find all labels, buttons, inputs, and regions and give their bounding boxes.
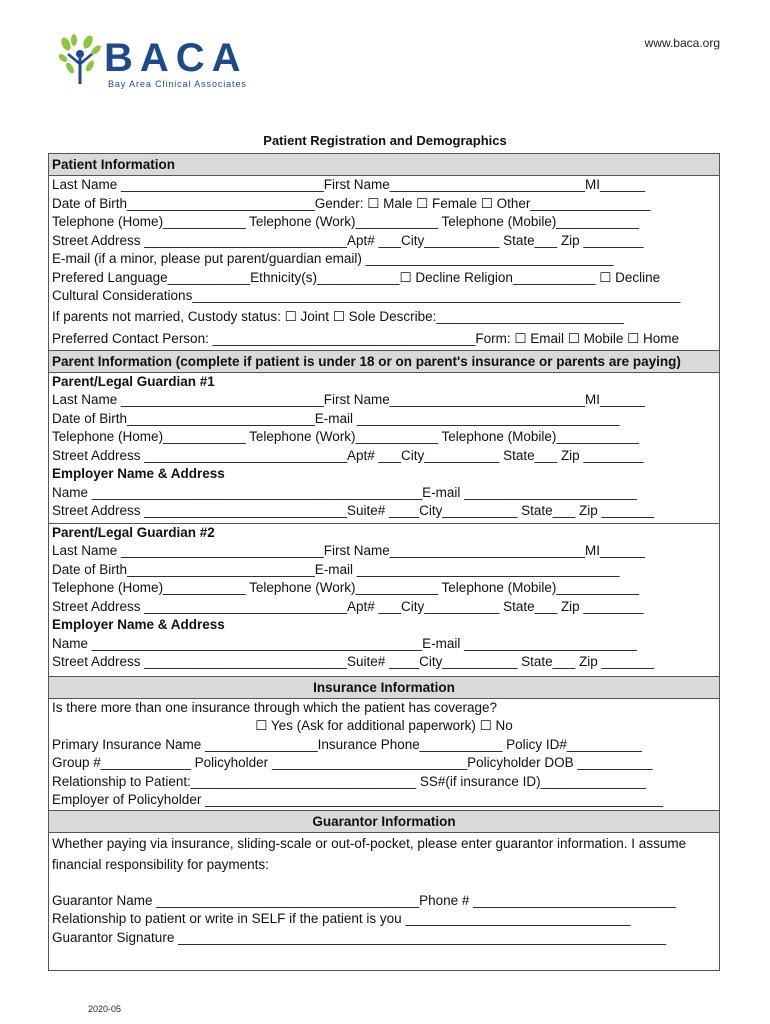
insurance-question: Is there more than one insurance through which the patient has coverage? xyxy=(52,699,498,715)
patient-info-heading: Patient Information xyxy=(49,154,719,176)
guardian1-employer-line[interactable]: Street Address ___________________________Suite# ____City__________ State___ Zip _______ xyxy=(52,503,655,518)
guardian1-line[interactable]: Date of Birth_________________________E-mail ___________________________________ xyxy=(52,410,620,426)
guardian2-employer-line[interactable]: Street Address ___________________________Suite# ____City__________ State___ Zip _______ xyxy=(52,654,655,669)
guarantor-line[interactable]: Relationship to patient or write in SELF if the patient is you ______________________________ xyxy=(52,911,631,926)
guardian2-line[interactable]: Telephone (Home)___________ Telephone (Work)___________ Telephone (Mobile)___________ xyxy=(52,580,639,595)
form-version-code: 2020-05 xyxy=(88,1004,122,1014)
document-title: Patient Registration and Demographics xyxy=(263,133,507,148)
insurance-line[interactable]: Relationship to Patient:______________________________ SS#(if insurance ID)______________ xyxy=(52,773,646,789)
registration-form xyxy=(48,153,720,971)
guardian2-line[interactable]: Last Name ___________________________First Name__________________________MI______ xyxy=(52,543,646,558)
insurance-options[interactable]: ☐ Yes (Ask for additional paperwork) ☐ No xyxy=(255,718,513,733)
guardian2-employer-heading: Employer Name & Address xyxy=(52,617,225,632)
insurance-info-heading: Insurance Information xyxy=(49,676,719,699)
guardian2-heading: Parent/Legal Guardian #2 xyxy=(52,524,215,540)
guardian1-line[interactable]: Street Address ___________________________Apt# ___City__________ State___ Zip ________ xyxy=(52,447,644,463)
guardian2-line[interactable]: Street Address ___________________________Apt# ___City__________ State___ Zip ________ xyxy=(52,598,644,614)
patient-line[interactable]: Last Name ___________________________First Name__________________________MI______ xyxy=(52,177,646,192)
insurance-line[interactable]: Employer of Policyholder _____________________________________________________________ xyxy=(52,792,664,807)
parent-info-heading: Parent Information (complete if patient is under 18 or on parent's insurance or parents are paying) xyxy=(49,350,719,373)
patient-line[interactable]: Telephone (Home)___________ Telephone (Work)___________ Telephone (Mobile)___________ xyxy=(52,214,639,229)
logo-subtitle: Bay Area Clinical Associates xyxy=(108,79,247,89)
guarantor-info-heading: Guarantor Information xyxy=(49,810,719,833)
patient-line[interactable]: E-mail (if a minor, please put parent/guardian email) _________________________________ xyxy=(52,251,614,266)
patient-line[interactable]: Date of Birth_________________________Gender: ☐ Male ☐ Female ☐ Other________________ xyxy=(52,195,651,211)
guardian2-line[interactable]: Date of Birth_________________________E-mail ___________________________________ xyxy=(52,561,620,577)
insurance-line[interactable]: Primary Insurance Name _______________Insurance Phone___________ Policy ID#__________ xyxy=(52,736,642,752)
guardian1-heading: Parent/Legal Guardian #1 xyxy=(52,373,215,389)
baca-logo xyxy=(58,34,278,94)
custody-status-line[interactable]: If parents not married, Custody status: ☐ Joint ☐ Sole Describe:_________________________ xyxy=(52,308,625,324)
guardian1-line[interactable]: Last Name ___________________________First Name__________________________MI______ xyxy=(52,392,646,407)
guardian1-employer-line[interactable]: Name ____________________________________________E-mail _______________________ xyxy=(52,484,637,500)
guardian2-employer-line[interactable]: Name ____________________________________________E-mail _______________________ xyxy=(52,635,637,651)
guardian1-employer-heading: Employer Name & Address xyxy=(52,466,225,481)
website-url: www.baca.org xyxy=(644,36,720,50)
insurance-line[interactable]: Group #____________ Policyholder __________________________Policyholder DOB __________ xyxy=(52,755,653,770)
patient-line[interactable]: Prefered Language___________Ethnicity(s)___________☐ Decline Religion___________ ☐ Decline xyxy=(52,269,661,285)
guarantor-intro: Whether paying via insurance, sliding-scale or out-of-pocket, please enter guarantor information. I assume financial responsibility for payments: xyxy=(52,835,687,872)
page-header xyxy=(0,0,770,130)
tree-figure-icon xyxy=(58,34,104,86)
guarantor-line[interactable]: Guarantor Name ___________________________________Phone # ___________________________ xyxy=(52,892,676,908)
patient-line[interactable]: Street Address ___________________________Apt# ___City__________ State___ Zip ________ xyxy=(52,232,644,248)
logo-wordmark: BACA xyxy=(104,36,248,80)
patient-line[interactable]: Cultural Considerations_________________________________________________________________ xyxy=(52,288,681,303)
guarantor-signature-line[interactable]: Guarantor Signature _________________________________________________________________ xyxy=(52,929,667,945)
preferred-contact-line[interactable]: Preferred Contact Person: ___________________________________Form: ☐ Email ☐ Mobile ☐ Home xyxy=(52,330,679,346)
guardian1-line[interactable]: Telephone (Home)___________ Telephone (Work)___________ Telephone (Mobile)___________ xyxy=(52,429,639,444)
